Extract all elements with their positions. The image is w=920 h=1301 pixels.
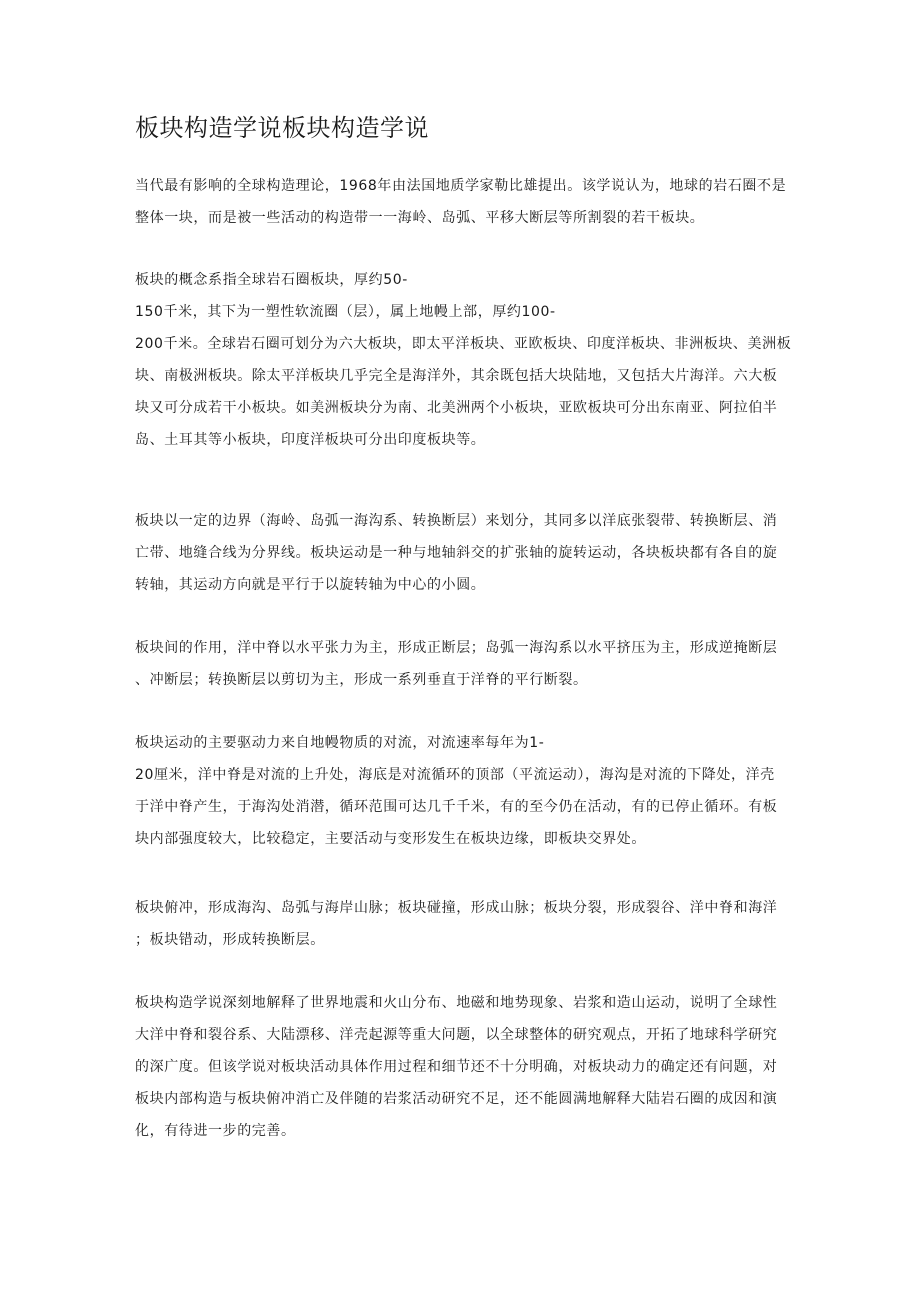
text-line: 板块俯冲，形成海沟、岛弧与海岸山脉；板块碰撞，形成山脉；板块分裂，形成裂谷、洋中脊和海洋: [135, 900, 778, 916]
text-line: 的深广度。但该学说对板块活动具体作用过程和细节还不十分明确，对板块动力的确定还有问题，对: [135, 1059, 778, 1075]
text-line: 块内部强度较大，比较稳定，主要活动与变形发生在板块边缘，即板块交界处。: [135, 831, 646, 847]
paragraph-plate-interaction: [135, 632, 785, 696]
text-line: 板块间的作用，洋中脊以水平张力为主，形成正断层；岛弧一海沟系以水平挤压为主，形成逆掩断层: [135, 640, 778, 656]
text-line: 转轴，其运动方向就是平行于以旋转轴为中心的小圆。: [135, 577, 486, 593]
text-line: 整体一块，而是被一些活动的构造带一一海岭、岛弧、平移大断层等所割裂的若干板块。: [135, 210, 705, 226]
text-line: 板块的概念系指全球岩石圈板块，厚约50-: [135, 272, 408, 288]
paragraph-plate-movement: [135, 892, 785, 956]
paragraph-plate-concept: [135, 264, 792, 456]
document-title: 板块构造学说板块构造学说: [135, 114, 429, 142]
text-line: 板块构造学说深刻地解释了世界地震和火山分布、地磁和地势现象、岩浆和造山运动，说明了全球性: [135, 995, 778, 1011]
text-line: 大洋中脊和裂谷系、大陆漂移、洋壳起源等重大问题，以全球整体的研究观点，开拓了地球科学研究: [135, 1027, 778, 1043]
paragraph-evaluation: [135, 987, 785, 1147]
text-line: 板块运动的主要驱动力来自地幔物质的对流，对流速率每年为1-: [135, 735, 545, 751]
text-line: 、冲断层；转换断层以剪切为主，形成一系列垂直于洋脊的平行断裂。: [135, 672, 588, 688]
text-line: 化，有待进一步的完善。: [135, 1123, 296, 1139]
text-line: 20厘米，洋中脊是对流的上升处，海底是对流循环的顶部（平流运动），海沟是对流的下降处，洋壳: [135, 767, 775, 783]
paragraph-driving-force: [135, 727, 785, 855]
text-line: 块、南极洲板块。除太平洋板块几乎完全是海洋外，其余既包括大块陆地，又包括大片海洋。六大板: [135, 368, 778, 384]
text-line: 150千米，其下为一塑性软流圈（层），属上地幔上部，厚约100-: [135, 304, 556, 320]
text-line: 岛、土耳其等小板块，印度洋板块可分出印度板块等。: [135, 432, 486, 448]
paragraph-intro: [135, 170, 785, 234]
text-line: ；板块错动，形成转换断层。: [135, 932, 325, 948]
text-line: 200千米。全球岩石圈可划分为六大板块，即太平洋板块、亚欧板块、印度洋板块、非洲板块、美洲板: [135, 336, 792, 352]
paragraph-plate-boundaries: [135, 505, 785, 601]
text-line: 块又可分成若干小板块。如美洲板块分为南、北美洲两个小板块，亚欧板块可分出东南亚、阿拉伯半: [135, 400, 778, 416]
text-line: 于洋中脊产生，于海沟处消潜，循环范围可达几千千米，有的至今仍在活动，有的已停止循环。有板: [135, 799, 778, 815]
text-line: 板块以一定的边界（海岭、岛弧一海沟系、转换断层）来划分，其同多以洋底张裂带、转换断层、消: [135, 513, 778, 529]
text-line: 板块内部构造与板块俯冲消亡及伴随的岩浆活动研究不足，还不能圆满地解释大陆岩石圈的成因和演: [135, 1091, 778, 1107]
text-line: 当代最有影响的全球构造理论，1968年由法国地质学家勒比雄提出。该学说认为，地球的岩石圈不是: [135, 178, 787, 194]
text-line: 亡带、地缝合线为分界线。板块运动是一种与地轴斜交的扩张轴的旋转运动，各块板块都有各自的旋: [135, 545, 778, 561]
